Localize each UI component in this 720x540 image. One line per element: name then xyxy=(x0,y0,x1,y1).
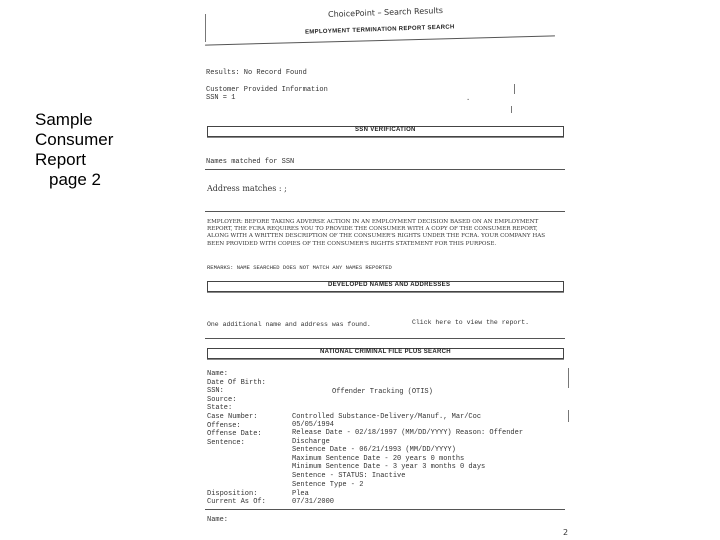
right-edge-line xyxy=(568,368,569,388)
criminal-search-header: NATIONAL CRIMINAL FILE PLUS SEARCH xyxy=(320,349,451,355)
ssn-line: SSN = 1 xyxy=(206,94,236,102)
employer-notice xyxy=(207,219,563,248)
notice-line: BEEN PROVIDED WITH COPIES OF THE CONSUMER'S RIGHTS STATEMENT FOR THIS PURPOSE. xyxy=(207,240,497,247)
right-edge-line xyxy=(568,410,569,422)
developed-names-header: DEVELOPED NAMES AND ADDRESSES xyxy=(328,282,451,288)
field-label: Offense Date: xyxy=(207,430,262,439)
sentence-line: Discharge xyxy=(292,437,330,446)
sentence-line: Sentence Type - 2 xyxy=(292,480,364,489)
section-rule xyxy=(205,169,565,170)
field-label: Date Of Birth: xyxy=(207,378,266,387)
section-rule xyxy=(205,211,565,212)
address-matches: Address matches : ; xyxy=(207,184,287,193)
report-banner: EMPLOYMENT TERMINATION REPORT SEARCH xyxy=(304,24,455,36)
field-label: Offense: xyxy=(207,421,241,430)
disposition-label: Disposition: xyxy=(207,490,258,498)
remarks-line: REMARKS: NAME SEARCHED DOES NOT MATCH ANY NAMES REPORTED xyxy=(207,264,392,271)
results-line: Results: No Record Found xyxy=(206,69,307,77)
sentence-line: Maximum Sentence Date - 20 years 0 months xyxy=(292,454,465,463)
current-as-of-value: 07/31/2000 xyxy=(292,498,335,506)
section-rule xyxy=(205,509,565,510)
sentence-details xyxy=(292,429,523,489)
left-margin-line xyxy=(205,14,206,42)
click-here-link[interactable]: Click here to view the report. xyxy=(412,319,530,326)
field-label: Sentence: xyxy=(207,438,245,447)
notice-line: EMPLOYER: BEFORE TAKING ADVERSE ACTION IN AN EMPLOYMENT DECISION BASED ON AN EMPLOYMENT xyxy=(207,219,539,225)
caption-line: Consumer xyxy=(35,130,114,149)
caption-line: page 2 xyxy=(49,170,101,189)
field-label: Source: xyxy=(207,395,237,404)
scan-mark: . xyxy=(466,95,471,103)
caption-line: Sample xyxy=(35,110,93,129)
ssn-verification-header: SSN VERIFICATION xyxy=(355,127,416,133)
disposition-value: Plea xyxy=(292,490,309,498)
field-label: Case Number: xyxy=(207,412,258,421)
offense-date-value: 05/05/1994 xyxy=(292,421,335,429)
page-number: 2 xyxy=(563,528,569,537)
one-additional: One additional name and address was found. xyxy=(207,321,371,328)
caption-line: Report xyxy=(35,150,87,169)
scan-mark-line xyxy=(514,84,515,94)
source-value: Offender Tracking (OTIS) xyxy=(332,388,433,396)
top-rule xyxy=(205,35,555,45)
offense-value: Controlled Substance-Delivery/Manuf., Mar/Coc xyxy=(292,413,482,421)
record-labels xyxy=(207,370,266,447)
name-label-bottom: Name: xyxy=(207,516,229,524)
field-label: Name: xyxy=(207,370,229,378)
provided-info: Customer Provided Information xyxy=(206,86,328,94)
notice-line: ALONG WITH A WRITTEN DESCRIPTION OF THE CONSUMER'S RIGHTS UNDER THE FCRA. YOUR COMPANY HAS xyxy=(207,233,546,240)
names-matched: Names matched for SSN xyxy=(206,158,295,166)
section-rule xyxy=(205,338,565,339)
scan-mark-line xyxy=(511,106,512,113)
sentence-line: Sentence Date - 06/21/1993 (MM/DD/YYYY) xyxy=(292,446,456,455)
current-as-of-label: Current As Of: xyxy=(207,498,266,506)
sentence-line: Sentence - STATUS: Inactive xyxy=(292,471,406,480)
sentence-line: Release Date - 02/18/1997 (MM/DD/YYYY) Reason: Offender xyxy=(292,429,524,437)
field-label: SSN: xyxy=(207,387,224,396)
sentence-line: Minimum Sentence Date - 3 year 3 months 0 days xyxy=(292,463,486,472)
document-top-title: ChoicePoint – Search Results xyxy=(327,5,444,20)
notice-line: REPORT, THE FCRA REQUIRES YOU TO PROVIDE THE CONSUMER WITH A COPY OF THE CONSUMER REPORT, xyxy=(207,226,538,233)
field-label: State: xyxy=(207,404,233,413)
